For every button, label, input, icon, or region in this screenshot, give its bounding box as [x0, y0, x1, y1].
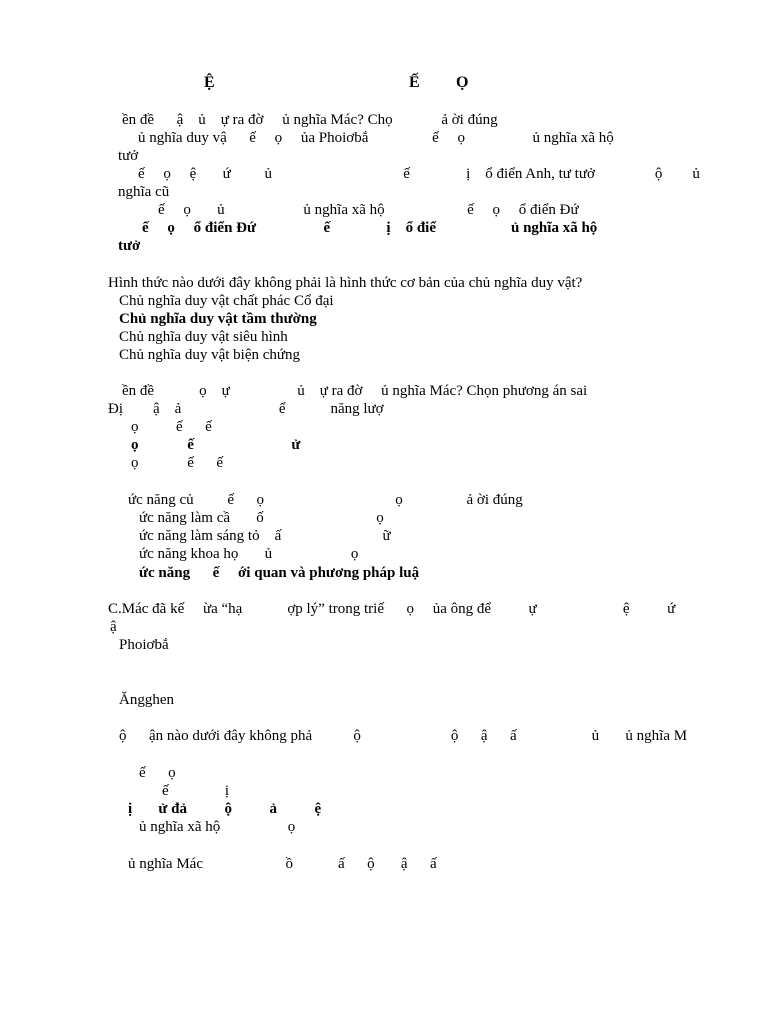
q3-option-c-answer: ọ ế ử	[131, 437, 301, 453]
question-5-text: C.Mác đã kế ừa “hạ ợp lý” trong triế ọ ủa ông để ự ệ ứ	[108, 601, 676, 617]
q4-option-d-answer: ức năng ế ới quan và phương pháp luậ	[139, 565, 420, 581]
question-2-text: Hình thức nào dưới đây không phải là hình thức cơ bản của chủ nghĩa duy vật?	[108, 275, 583, 291]
question-6-text: ộ ận nào dưới đây không phả ộ ộ ậ ấ ủ ủ nghĩa M	[119, 728, 688, 744]
q6-option-b: ế ị	[162, 783, 230, 799]
question-3-text: ền đề ọ ự ủ ự ra đờ ủ nghĩa Mác? Chọn phương án sai	[122, 383, 588, 399]
q6-option-c-answer: ị ử đả ộ ả ệ	[128, 801, 322, 817]
doc-title-part-3: Ọ	[456, 74, 469, 91]
q4-option-a: ức năng làm cầ ố ọ	[139, 510, 384, 526]
q1-option-d-cont: tưở	[118, 238, 141, 254]
question-4-text: ức năng củ ế ọ ọ ả ời đúng	[128, 492, 523, 508]
q1-option-b: ế ọ ệ ứ ủ ế ị ổ điển Anh, tư tưở ộ ủ	[138, 166, 700, 182]
q6-option-a: ế ọ	[139, 765, 176, 781]
q5-option-d: Ăngghen	[119, 692, 174, 708]
question-1-text: ền đề ậ ủ ự ra đờ ủ nghĩa Mác? Chọ ả ời đúng	[122, 112, 498, 128]
q1-option-b-cont: nghĩa cũ	[118, 184, 170, 200]
q3-option-a: Đị ậ ả ể năng lượ	[108, 401, 384, 417]
doc-title-part-2: Ế	[409, 74, 420, 91]
q1-option-d-answer: ế ọ ổ điển Đứ ế ị ổ điể ủ nghĩa xã hộ	[142, 220, 598, 236]
q1-option-c: ế ọ ủ ủ nghĩa xã hộ ế ọ ổ điển Đứ	[158, 202, 579, 218]
q2-option-b-answer: Chủ nghĩa duy vật tầm thường	[119, 311, 317, 327]
question-5-text-cont: ậ	[110, 619, 117, 635]
q2-option-c: Chủ nghĩa duy vật siêu hình	[119, 329, 288, 345]
q5-option-a: Phoiơbắ	[119, 637, 169, 653]
q1-option-a-cont: tưở	[118, 148, 139, 164]
q6-note: ủ nghĩa Mác ồ ấ ộ ậ ấ	[128, 856, 437, 872]
q4-option-c: ức năng khoa họ ủ ọ	[139, 546, 359, 562]
doc-title-part-1: Ệ	[204, 74, 215, 91]
q2-option-a: Chủ nghĩa duy vật chất phác Cổ đại	[119, 293, 334, 309]
q2-option-d: Chủ nghĩa duy vật biện chứng	[119, 347, 301, 363]
q3-option-b: ọ ế ế	[131, 419, 212, 435]
q3-option-d: ọ ế ế	[131, 455, 224, 471]
q4-option-b: ức năng làm sáng tỏ ấ ữ	[139, 528, 391, 544]
q6-option-d: ủ nghĩa xã hộ ọ	[139, 819, 296, 835]
q1-option-a: ủ nghĩa duy vậ ế ọ ủa Phoiơbắ ế ọ ủ nghĩa xã hộ	[138, 130, 614, 146]
